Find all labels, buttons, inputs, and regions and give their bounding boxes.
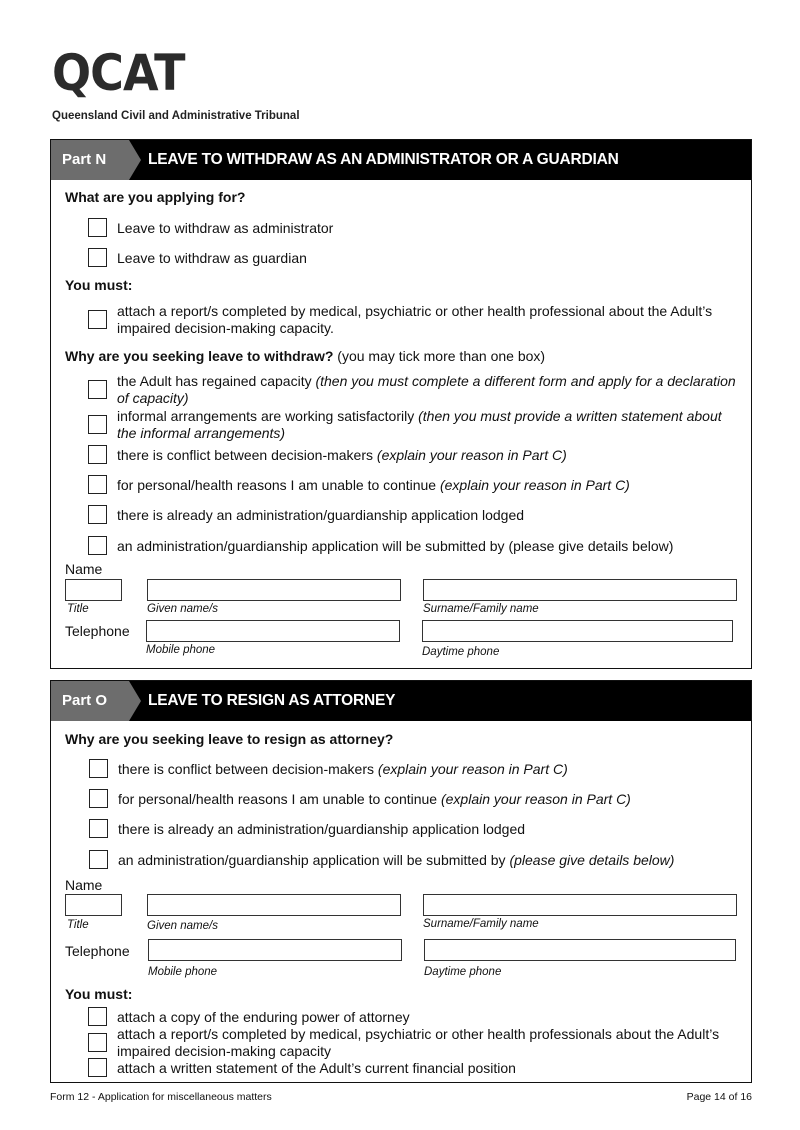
o-already-lodged-label: there is already an administration/guardianship application lodged (118, 821, 526, 837)
o-conflict-checkbox[interactable] (89, 759, 108, 778)
personal-reasons-checkbox[interactable] (88, 475, 107, 494)
attach-epa-label: attach a copy of the enduring power of attorney (117, 1009, 410, 1025)
why-withdraw-question (65, 348, 545, 364)
o-name-label: Name (65, 877, 103, 893)
part-o-header (51, 681, 751, 721)
already-lodged-label: there is already an administration/guardianship application lodged (117, 507, 525, 523)
o-given-names-caption: Given name/s (147, 920, 218, 932)
o-will-be-submitted-checkbox[interactable] (89, 850, 108, 869)
surname-input[interactable] (423, 579, 737, 601)
given-names-caption: Given name/s (147, 603, 218, 615)
part-n-tab: Part N (51, 140, 129, 180)
o-personal-reasons-label: for personal/health reasons I am unable to continue (explain your reason in Part C) (118, 791, 631, 807)
withdraw-guardian-checkbox[interactable] (88, 248, 107, 267)
o-mobile-phone-input[interactable] (148, 939, 402, 961)
informal-arrangements-label: informal arrangements are working satisfactorily (then you must provide a written statement about the informal arrangements) (117, 408, 722, 441)
informal-arrangements-checkbox[interactable] (88, 415, 107, 434)
o-conflict-label: there is conflict between decision-makers (explain your reason in Part C) (118, 761, 568, 777)
you-must-heading: You must: (65, 277, 133, 293)
why-withdraw-text: Why are you seeking leave to withdraw? (65, 348, 334, 364)
attach-financial-statement-label: attach a written statement of the Adult’s current financial position (117, 1060, 516, 1076)
daytime-phone-caption: Daytime phone (422, 646, 500, 658)
applying-for-question: What are you applying for? (65, 189, 246, 205)
conflict-label: there is conflict between decision-makers (explain your reason in Part C) (117, 447, 567, 463)
o-will-be-submitted-label: an administration/guardianship application will be submitted by (please give details below) (118, 852, 675, 868)
daytime-phone-input[interactable] (422, 620, 733, 642)
part-n-section (50, 139, 752, 669)
already-lodged-checkbox[interactable] (88, 505, 107, 524)
org-name: Queensland Civil and Administrative Tribunal (52, 110, 300, 122)
part-o-title: LEAVE TO RESIGN AS ATTORNEY (148, 692, 396, 709)
attach-financial-statement-checkbox[interactable] (88, 1058, 107, 1077)
regained-capacity-label: the Adult has regained capacity (then you must complete a different form and apply for a declaration of capacity) (117, 373, 736, 406)
title-caption: Title (67, 603, 89, 615)
o-title-input[interactable] (65, 894, 122, 916)
o-daytime-phone-input[interactable] (424, 939, 736, 961)
o-surname-caption: Surname/Family name (423, 918, 539, 930)
o-already-lodged-checkbox[interactable] (89, 819, 108, 838)
o-title-caption: Title (67, 919, 89, 931)
title-input[interactable] (65, 579, 122, 601)
withdraw-guardian-label: Leave to withdraw as guardian (117, 250, 307, 266)
withdraw-administrator-label: Leave to withdraw as administrator (117, 220, 334, 236)
surname-caption: Surname/Family name (423, 603, 539, 615)
part-n-header (51, 140, 751, 180)
o-mobile-phone-caption: Mobile phone (148, 966, 218, 978)
conflict-checkbox[interactable] (88, 445, 107, 464)
part-o-tab: Part O (51, 681, 129, 721)
mobile-phone-caption: Mobile phone (146, 644, 216, 656)
footer-page-number: Page 14 of 16 (686, 1091, 752, 1103)
o-telephone-label: Telephone (65, 943, 130, 959)
tick-note: (you may tick more than one box) (337, 348, 546, 364)
will-be-submitted-checkbox[interactable] (88, 536, 107, 555)
personal-reasons-label: for personal/health reasons I am unable to continue (explain your reason in Part C) (117, 477, 630, 493)
regained-capacity-checkbox[interactable] (88, 380, 107, 399)
name-label: Name (65, 561, 103, 577)
attach-report-label: attach a report/s completed by medical, psychiatric or other health professional about the Adult’s impaired decision-making capacity. (117, 303, 713, 336)
footer-form-name: Form 12 - Application for miscellaneous matters (50, 1091, 272, 1103)
o-surname-input[interactable] (423, 894, 737, 916)
o-personal-reasons-checkbox[interactable] (89, 789, 108, 808)
withdraw-administrator-checkbox[interactable] (88, 218, 107, 237)
o-attach-report-checkbox[interactable] (88, 1033, 107, 1052)
o-attach-report-label: attach a report/s completed by medical, psychiatric or other health professionals about the Adult’s impaired decision-making capacity (117, 1026, 720, 1059)
telephone-label: Telephone (65, 623, 130, 639)
part-o-section (50, 680, 752, 1083)
mobile-phone-input[interactable] (146, 620, 400, 642)
will-be-submitted-label: an administration/guardianship application will be submitted by (please give details below) (117, 538, 674, 554)
part-n-title: LEAVE TO WITHDRAW AS AN ADMINISTRATOR OR A GUARDIAN (148, 151, 619, 168)
attach-report-checkbox[interactable] (88, 310, 107, 329)
why-resign-question: Why are you seeking leave to resign as attorney? (65, 731, 394, 747)
o-given-names-input[interactable] (147, 894, 401, 916)
given-names-input[interactable] (147, 579, 401, 601)
qcat-logo: QCAT (52, 44, 185, 102)
o-daytime-phone-caption: Daytime phone (424, 966, 502, 978)
o-you-must-heading: You must: (65, 986, 133, 1002)
attach-epa-checkbox[interactable] (88, 1007, 107, 1026)
